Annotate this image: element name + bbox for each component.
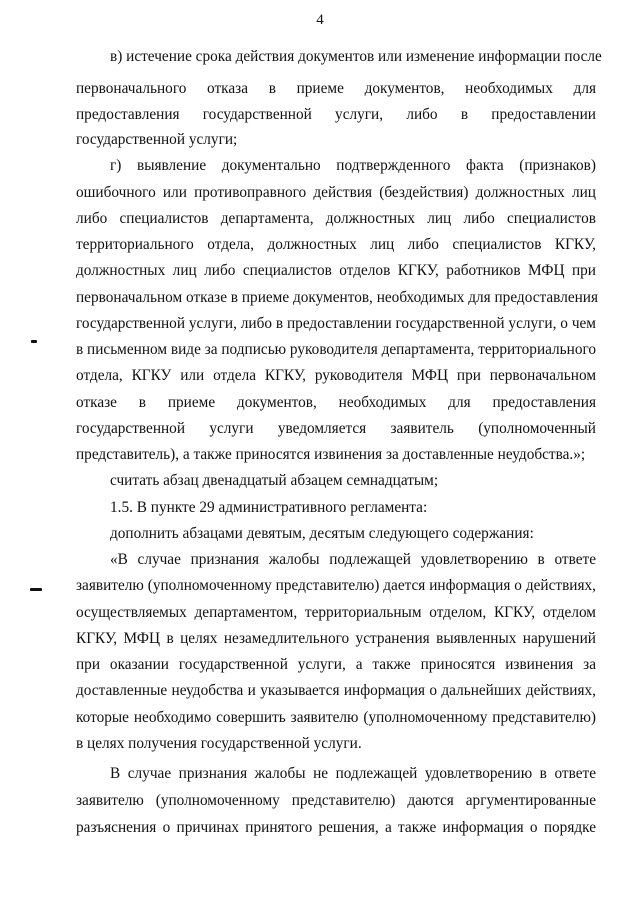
text-line: 1.5. В пункте 29 административного регламента: xyxy=(110,499,428,516)
text-line: заявителю (уполномоченному представителю) даются аргументированные xyxy=(76,792,596,809)
text-line: ошибочного или противоправного действия (бездействия) должностных лиц xyxy=(76,184,596,201)
text-line: в) истечение срока действия документов или изменение информации после xyxy=(110,48,602,65)
text-line: «В случае признания жалобы подлежащей удовлетворению в ответе xyxy=(110,551,596,568)
scan-mark xyxy=(31,340,37,343)
text-line: осуществляемых департаментом, территориальным отделом, КГКУ, отделом xyxy=(76,604,596,621)
text-line: которые необходимо совершить заявителю (уполномоченному представителю) xyxy=(76,709,596,726)
page-number: 4 xyxy=(316,12,324,28)
text-line: первоначальном отказе в приеме документов, необходимых для предоставления xyxy=(76,289,599,306)
text-line: либо специалистов департамента, должностных лиц либо специалистов xyxy=(76,210,596,227)
text-line: разъяснения о причинах принятого решения, а также информация о порядке xyxy=(76,819,596,836)
text-line: должностных лиц либо специалистов отделов КГКУ, работников МФЦ при xyxy=(76,262,596,279)
text-line: в письменном виде за подписью руководителя департамента, территориального xyxy=(76,341,597,358)
text-line: отказе в приеме документов, необходимых для предоставления xyxy=(76,394,596,411)
text-line: заявителю (уполномоченному представителю) дается информация о действиях, xyxy=(76,577,596,594)
text-line: территориального отдела, должностных лиц либо специалистов КГКУ, xyxy=(76,236,596,253)
text-line: государственной услуги уведомляется заявитель (уполномоченный xyxy=(76,420,596,437)
text-line: г) выявление документально подтвержденного факта (признаков) xyxy=(110,157,596,174)
text-line: дополнить абзацами девятым, десятым следующего содержания: xyxy=(110,525,534,542)
text-line: предоставления государственной услуги, либо в предоставлении xyxy=(76,106,596,123)
text-line: считать абзац двенадцатый абзацем семнадцатым; xyxy=(110,472,439,489)
text-line: доставленные неудобства и указывается информация о дальнейших действиях, xyxy=(76,682,596,699)
text-line: отдела, КГКУ или отдела КГКУ, руководителя МФЦ при первоначальном xyxy=(76,367,596,384)
text-line: первоначального отказа в приеме документов, необходимых для xyxy=(76,80,596,97)
text-line: представитель), а также приносятся извинения за доставленные неудобства.»; xyxy=(76,446,586,463)
text-line: КГКУ, МФЦ в целях незамедлительного устранения выявленных нарушений xyxy=(76,630,596,647)
text-line: в целях получения государственной услуги. xyxy=(76,735,362,752)
text-line: государственной услуги, либо в предоставлении государственной услуги, о чем xyxy=(76,315,596,332)
text-line: В случае признания жалобы не подлежащей удовлетворению в ответе xyxy=(110,765,596,782)
text-line: государственной услуги; xyxy=(76,131,238,148)
scan-mark xyxy=(30,588,42,591)
text-line: при оказании государственной услуги, а также приносятся извинения за xyxy=(76,656,596,673)
